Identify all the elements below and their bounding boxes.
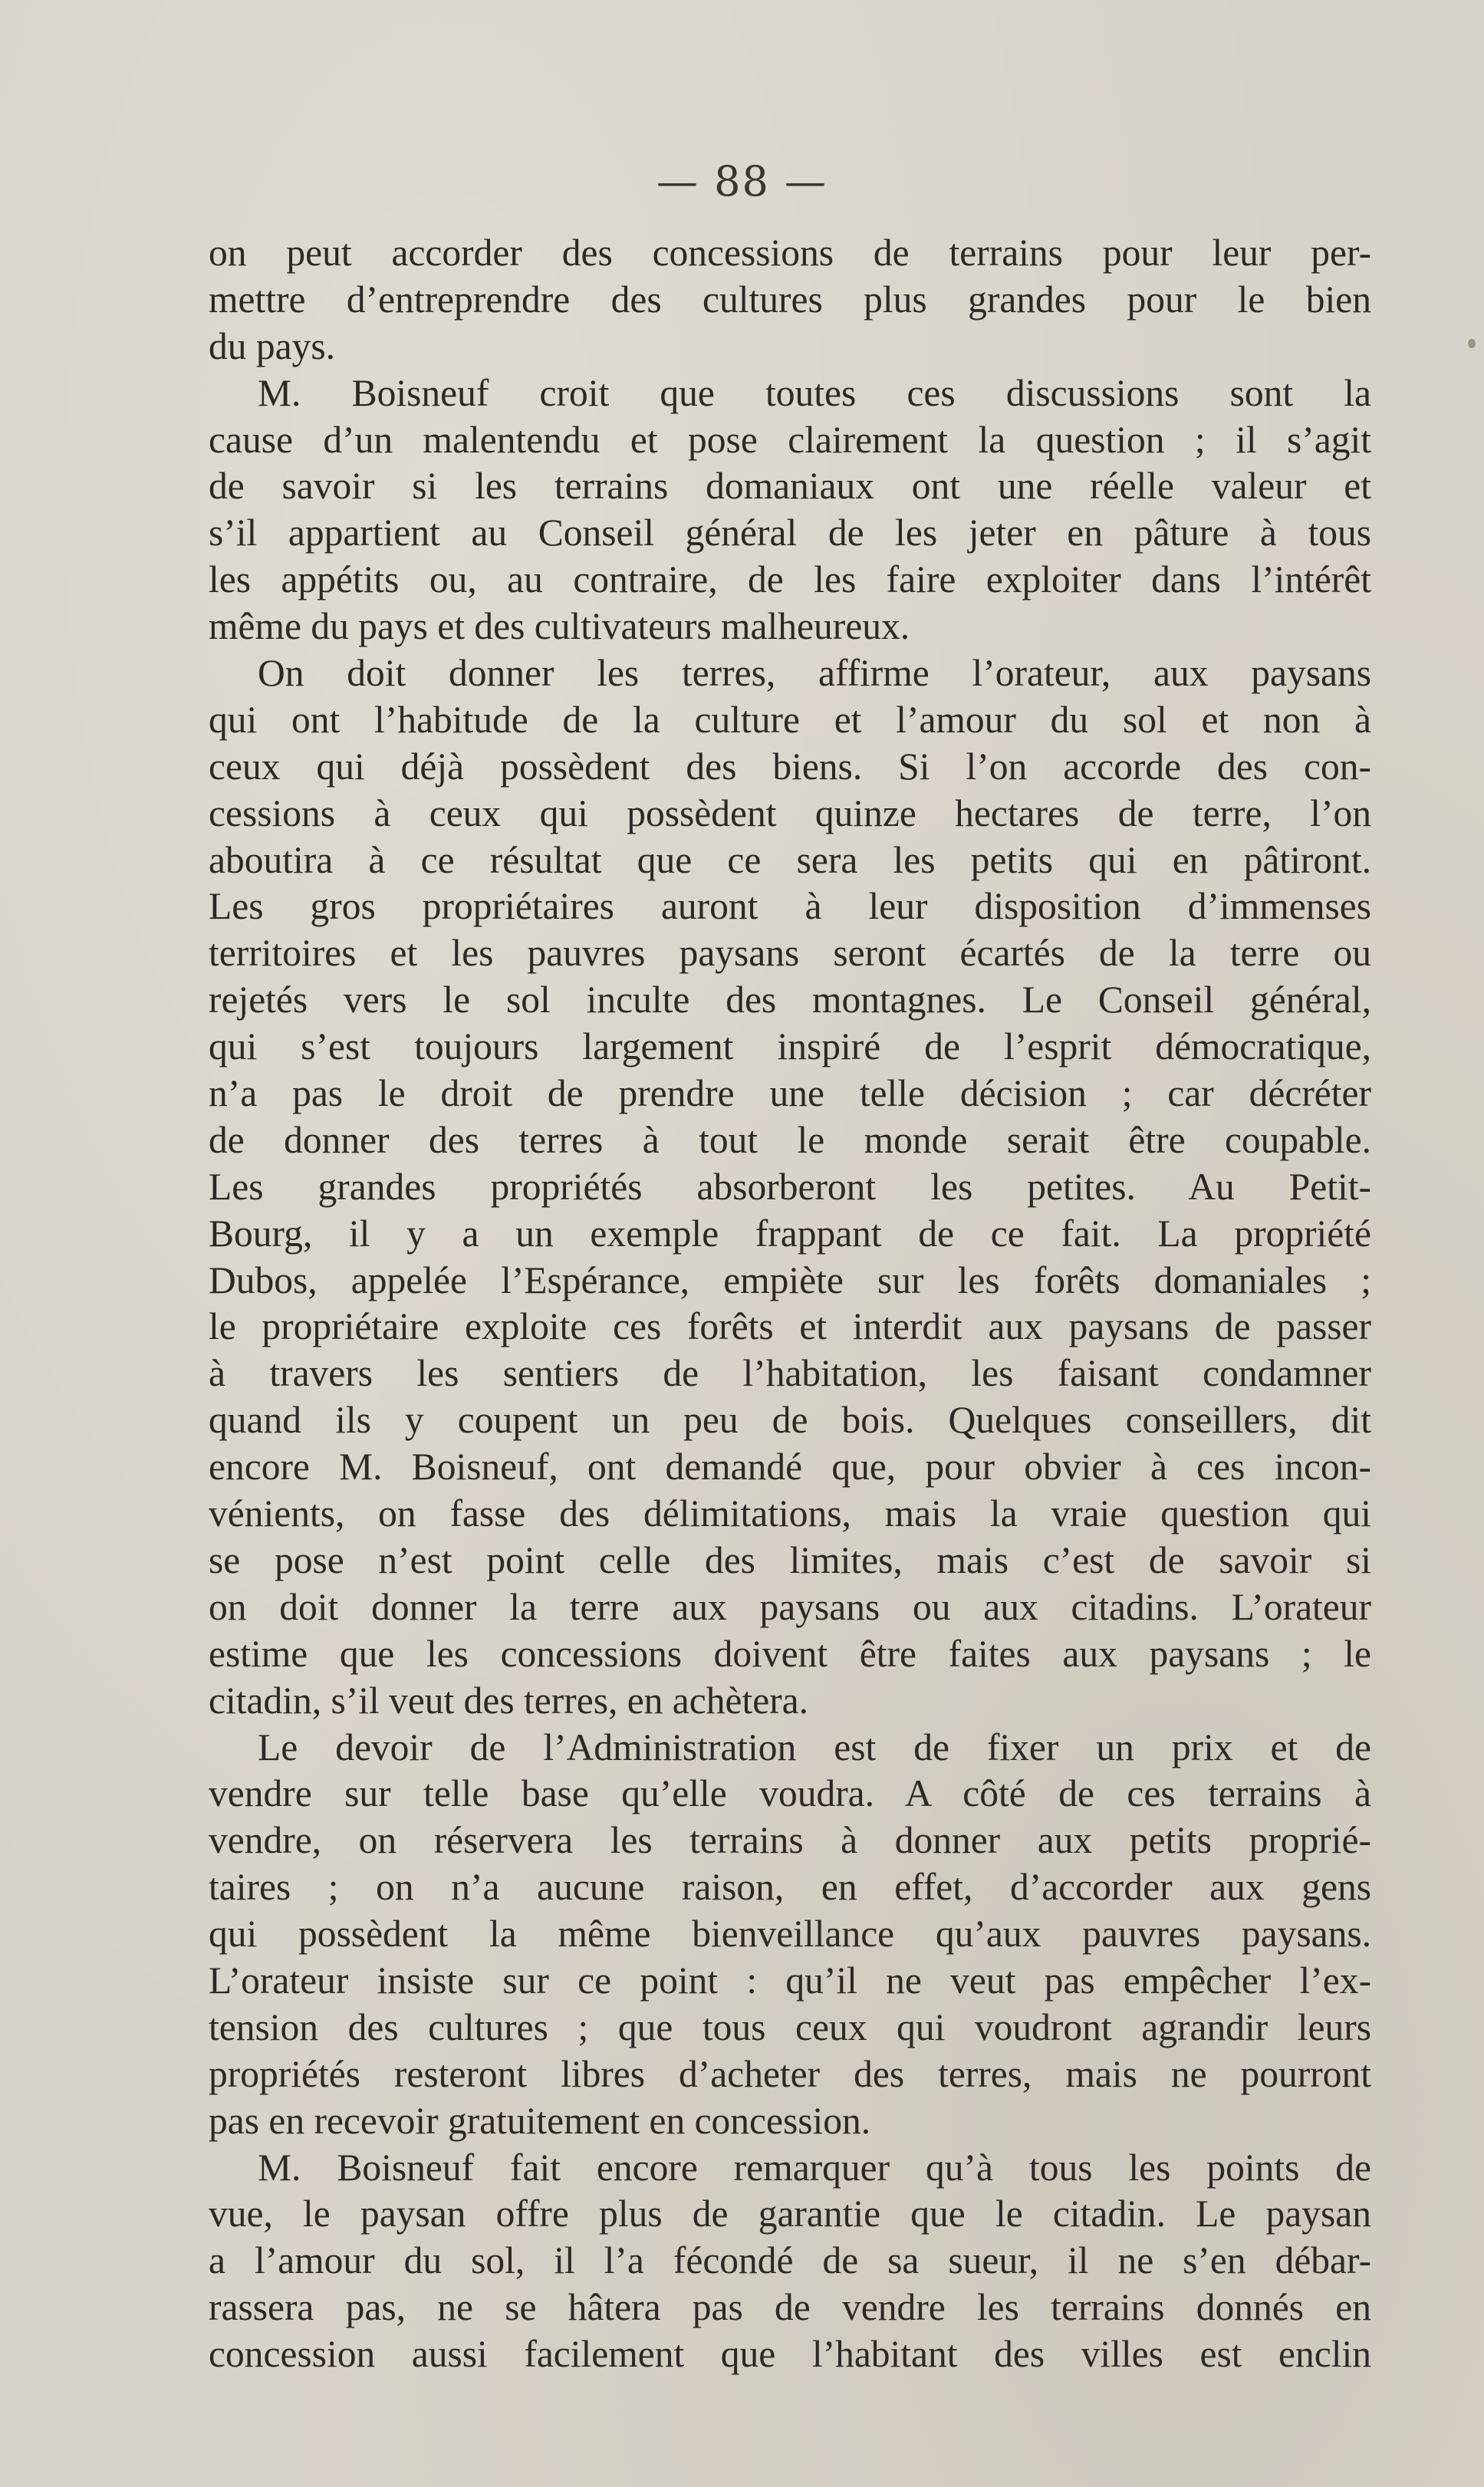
text-line: ceux qui déjà possèdent des biens. Si l’on accorde des con- [209, 745, 1371, 788]
text-line: Dubos, appelée l’Espérance, empiète sur les forêts domaniales ; [209, 1258, 1371, 1301]
text-line: les appétits ou, au contraire, de les faire exploiter dans l’intérêt [209, 558, 1371, 601]
text-line: M. Boisneuf croit que toutes ces discussions sont la [258, 371, 1371, 414]
text-line: de donner des terres à tout le monde serait être coupable. [209, 1118, 1371, 1161]
text-line: rassera pas, ne se hâtera pas de vendre les terrains donnés en [209, 2286, 1371, 2329]
text-line: quand ils y coupent un peu de bois. Quelques conseillers, dit [209, 1399, 1371, 1442]
text-line: Les grandes propriétés absorberont les petites. Au Petit- [209, 1165, 1371, 1208]
text-line: du pays. [209, 324, 335, 367]
text-line: L’orateur insiste sur ce point : qu’il ne veut pas empêcher l’ex- [209, 1959, 1371, 2002]
text-line: qui s’est toujours largement inspiré de l’esprit démocratique, [209, 1025, 1371, 1068]
text-line: On doit donner les terres, affirme l’orateur, aux paysans [258, 652, 1371, 695]
text-line: s’il appartient au Conseil général de les jeter en pâture à tous [209, 512, 1371, 554]
text-line: Le devoir de l’Administration est de fixer un prix et de [258, 1725, 1371, 1768]
page-number: — 88 — [656, 157, 828, 206]
text-line: territoires et les pauvres paysans seront écartés de la terre ou [209, 932, 1371, 975]
text-line: cessions à ceux qui possèdent quinze hectares de terre, l’on [209, 791, 1371, 834]
text-line: pas en recevoir gratuitement en concession. [209, 2099, 871, 2142]
text-line: M. Boisneuf fait encore remarquer qu’à tous les points de [258, 2146, 1371, 2189]
text-line: taires ; on n’a aucune raison, en effet, d’accorder aux gens [209, 1866, 1371, 1909]
text-line: rejetés vers le sol inculte des montagnes. Le Conseil général, [209, 979, 1371, 1021]
text-line: aboutira à ce résultat que ce sera les petits qui en pâtiront. [209, 838, 1371, 881]
text-line: Bourg, il y a un exemple frappant de ce fait. La propriété [209, 1212, 1371, 1255]
text-line: a l’amour du sol, il l’a fécondé de sa sueur, il ne s’en débar- [209, 2239, 1371, 2282]
text-line: qui possèdent la même bienveillance qu’aux pauvres paysans. [209, 1913, 1371, 1956]
text-line: tension des cultures ; que tous ceux qui voudront agrandir leurs [209, 2005, 1371, 2048]
paper-speck [1468, 339, 1476, 348]
text-line: concession aussi facilement que l’habitant des villes est enclin [209, 2333, 1371, 2376]
text-line: le propriétaire exploite ces forêts et interdit aux paysans de passer [209, 1305, 1371, 1348]
text-line: qui ont l’habitude de la culture et l’amour du sol et non à [209, 698, 1371, 741]
text-line: cause d’un malentendu et pose clairement la question ; il s’agit [209, 418, 1371, 461]
text-line: vue, le paysan offre plus de garantie que le citadin. Le paysan [209, 2193, 1371, 2235]
text-line: estime que les concessions doivent être faites aux paysans ; le [209, 1632, 1371, 1675]
text-line: mettre d’entreprendre des cultures plus grandes pour le bien [209, 278, 1371, 321]
text-line: propriétés resteront libres d’acheter des terres, mais ne pourront [209, 2052, 1371, 2095]
text-line: on peut accorder des concessions de terrains pour leur per- [209, 232, 1371, 274]
body-text [209, 230, 1371, 2378]
text-line: encore M. Boisneuf, ont demandé que, pour obvier à ces incon- [209, 1446, 1371, 1489]
text-line: même du pays et des cultivateurs malheureux. [209, 605, 910, 648]
text-line: de savoir si les terrains domaniaux ont une réelle valeur et [209, 465, 1371, 508]
text-line: n’a pas le droit de prendre une telle décision ; car décréter [209, 1072, 1371, 1115]
text-line: à travers les sentiers de l’habitation, les faisant condamner [209, 1352, 1371, 1395]
text-line: Les gros propriétaires auront à leur disposition d’immenses [209, 885, 1371, 928]
text-line: vendre, on réservera les terrains à donner aux petits proprié- [209, 1819, 1371, 1862]
text-line: citadin, s’il veut des terres, en achètera. [209, 1679, 809, 1722]
text-line: vendre sur telle base qu’elle voudra. A côté de ces terrains à [209, 1772, 1371, 1815]
text-line: on doit donner la terre aux paysans ou aux citadins. L’orateur [209, 1585, 1371, 1628]
text-line: vénients, on fasse des délimitations, mais la vraie question qui [209, 1492, 1371, 1535]
text-line: se pose n’est point celle des limites, mais c’est de savoir si [209, 1538, 1371, 1581]
